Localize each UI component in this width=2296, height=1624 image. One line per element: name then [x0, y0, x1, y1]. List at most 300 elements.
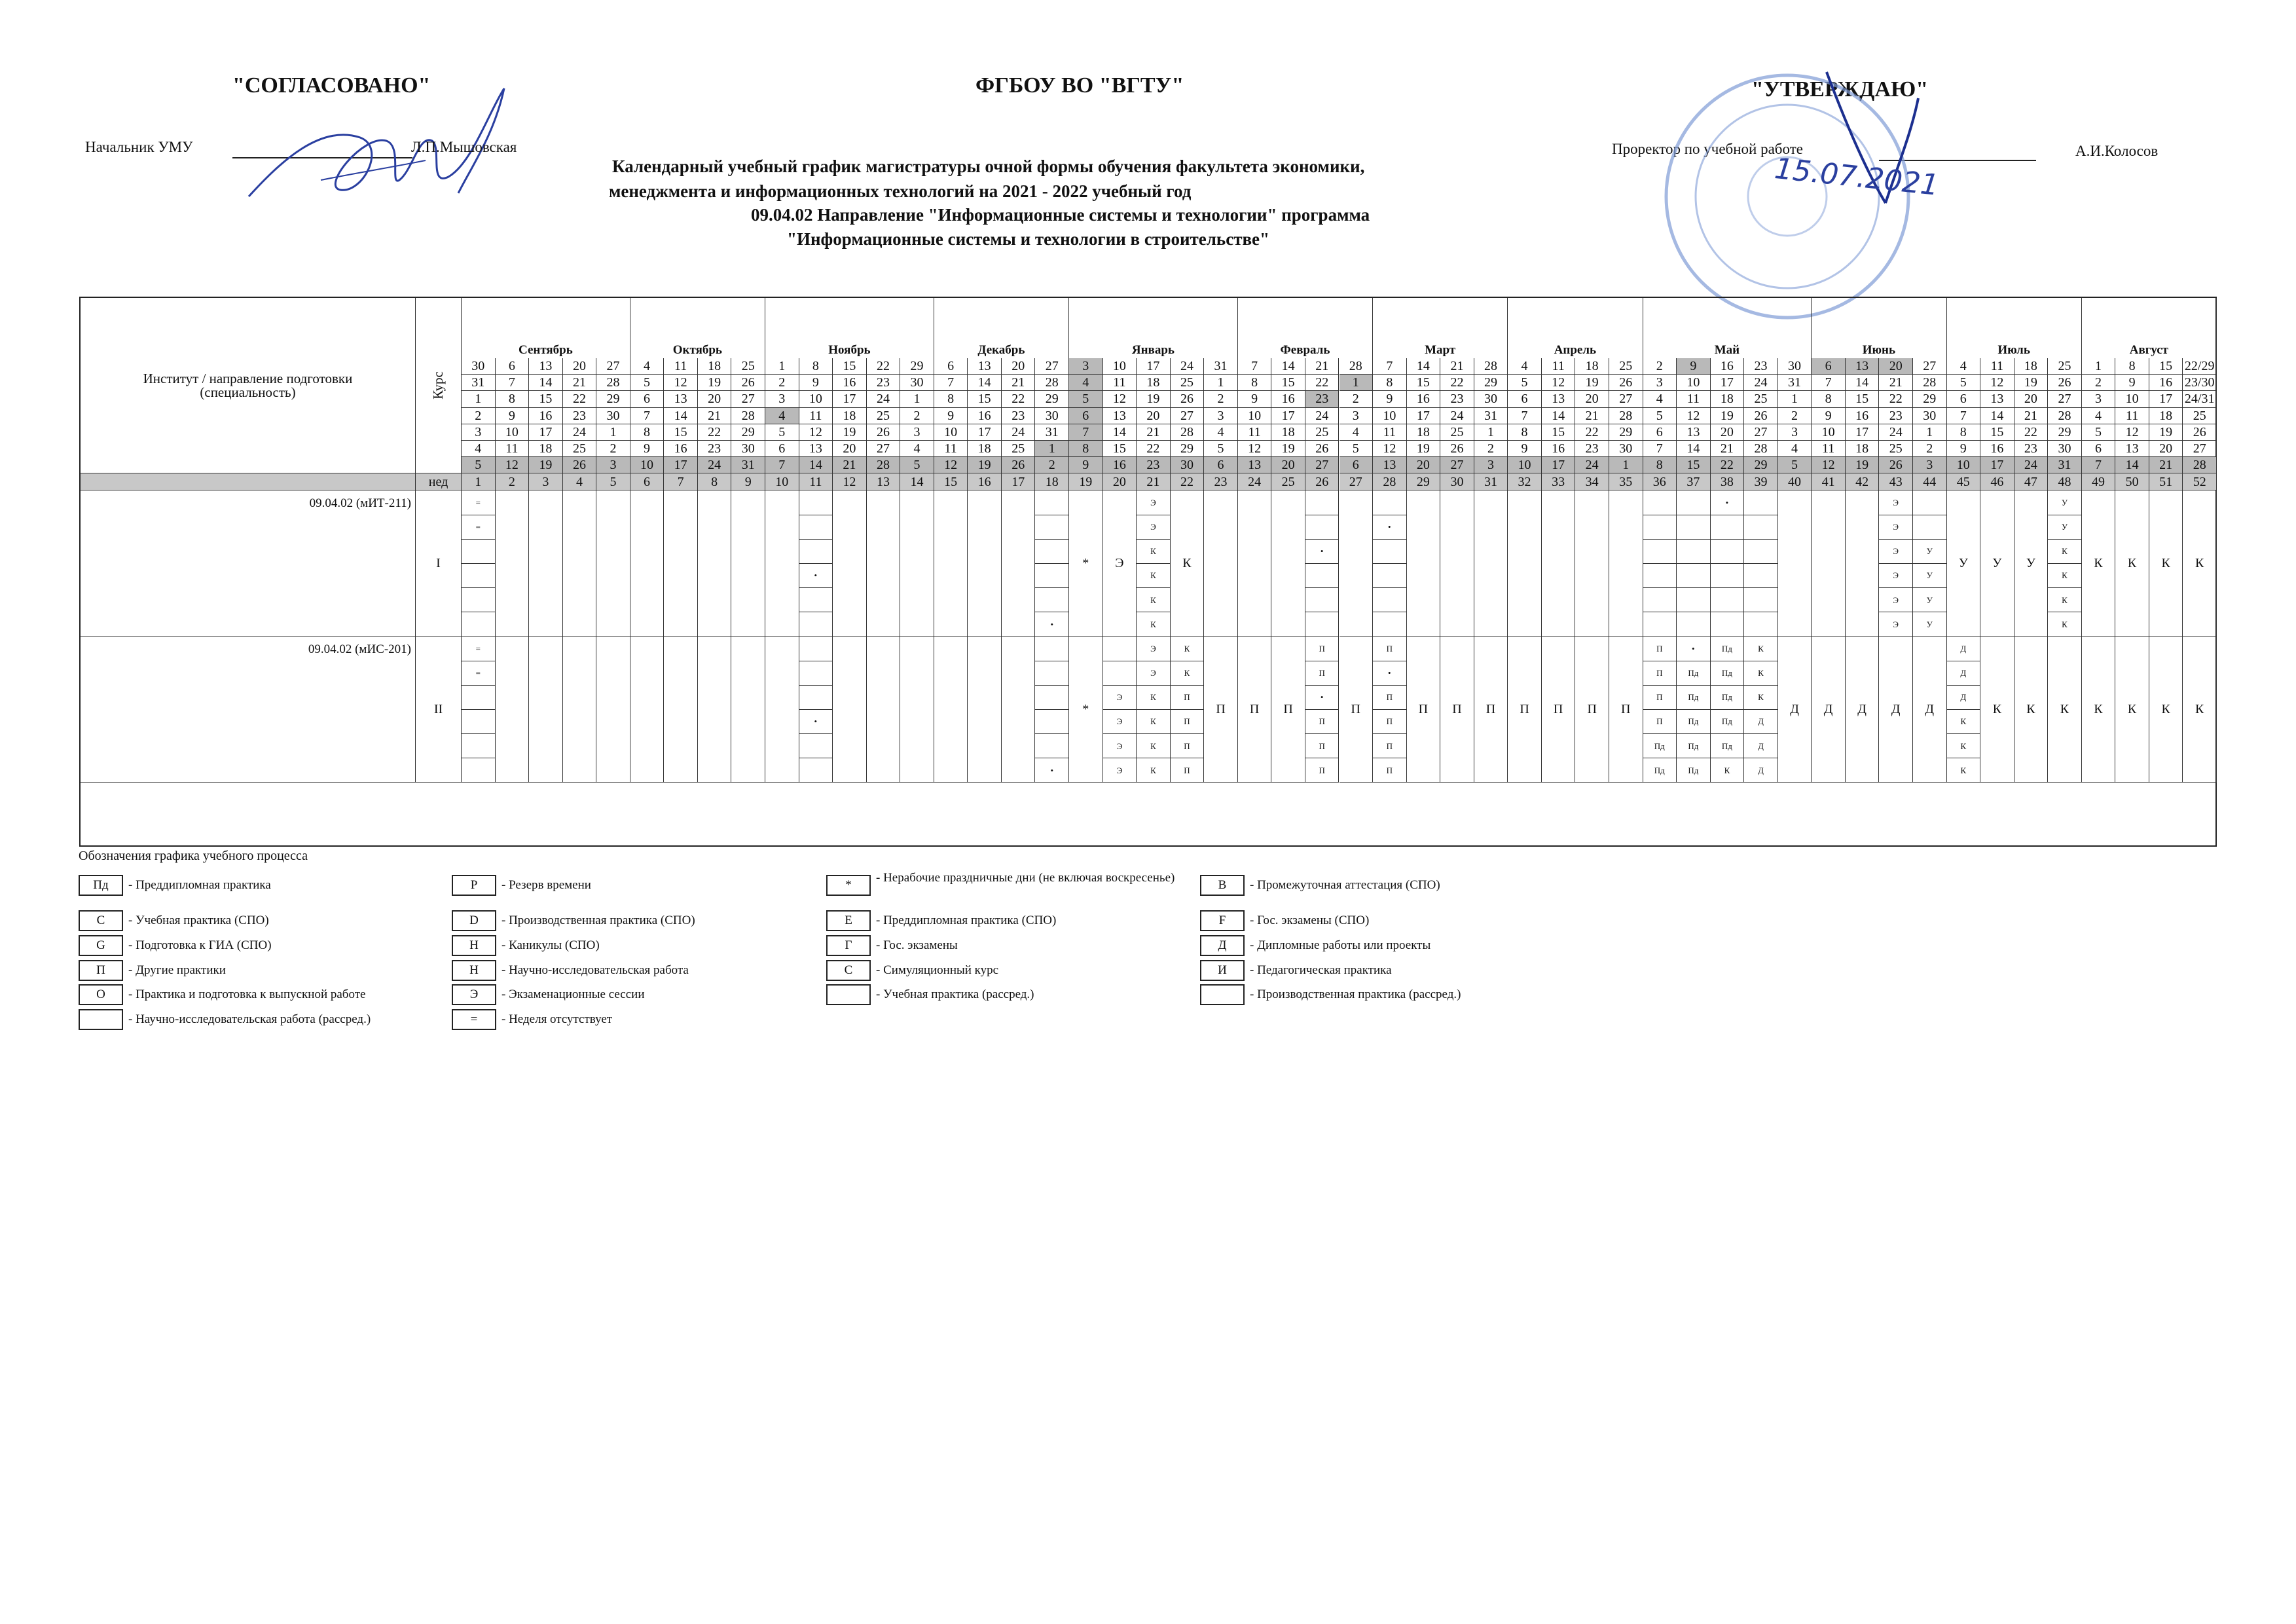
date-cell: 14	[1677, 441, 1711, 457]
schedule-week-cell: К	[1980, 637, 2014, 783]
schedule-week-cell: К	[2014, 637, 2049, 783]
date-cell: 19	[529, 457, 563, 473]
schedule-day-cell: П	[1643, 661, 1677, 686]
schedule-day-cell	[1744, 540, 1778, 564]
legend-label: - Педагогическая практика	[1250, 963, 1392, 977]
legend-code: *	[826, 875, 871, 896]
date-cell: 9	[2115, 375, 2149, 391]
week-number: 21	[1137, 473, 1171, 490]
week-number: 29	[1407, 473, 1441, 490]
date-cell: 8	[496, 391, 530, 407]
schedule-day-cell: У	[1913, 588, 1947, 612]
date-cell: 5	[1778, 457, 1812, 473]
schedule-week-cell	[698, 490, 732, 637]
schedule-day-cell	[1035, 710, 1069, 734]
legend-label: - Резерв времени	[501, 878, 591, 892]
schedule-day-cell	[1305, 588, 1339, 612]
date-cell: 18	[698, 358, 732, 375]
date-cell: 26	[1609, 375, 1643, 391]
legend-label: - Неделя отсутствует	[501, 1012, 613, 1026]
date-cell: 30	[596, 408, 630, 424]
week-number: 34	[1575, 473, 1609, 490]
schedule-day-cell: П	[1171, 734, 1205, 758]
course-number: I	[416, 490, 462, 637]
date-cell: 28	[2183, 457, 2217, 473]
date-cell: 11	[496, 441, 530, 457]
date-cell: 26	[1305, 441, 1339, 457]
schedule-day-cell: К	[1947, 734, 1981, 758]
date-cell: 27	[1305, 457, 1339, 473]
date-cell: 27	[1035, 358, 1069, 375]
date-cell: 7	[1373, 358, 1407, 375]
schedule-day-cell	[799, 515, 833, 540]
schedule-day-cell: Д	[1744, 734, 1778, 758]
date-cell: 25	[1002, 441, 1036, 457]
schedule-day-cell	[1035, 686, 1069, 710]
agreed-title: "СОГЛАСОВАНО"	[232, 73, 431, 98]
schedule-day-cell: •	[1373, 661, 1407, 686]
date-cell: 1	[462, 391, 496, 407]
legend-label: - Экзаменационные сессии	[501, 987, 645, 1001]
schedule-week-cell	[765, 490, 799, 637]
schedule-day-cell: Пд	[1677, 686, 1711, 710]
week-number: 40	[1778, 473, 1812, 490]
date-cell: 16	[2149, 375, 2183, 391]
legend-code: Э	[452, 984, 496, 1005]
schedule-day-cell: •	[799, 710, 833, 734]
date-cell: 23	[1879, 408, 1913, 424]
schedule-day-cell: К	[1137, 734, 1171, 758]
schedule-day-cell: Э	[1879, 490, 1913, 515]
date-cell: 26	[1879, 457, 1913, 473]
legend-label: - Гос. экзамены (СПО)	[1250, 913, 1370, 927]
schedule-day-cell: П	[1305, 758, 1339, 783]
month-header: Июль	[1947, 298, 2082, 358]
date-cell: 28	[1913, 375, 1947, 391]
date-cell: 20	[1711, 424, 1745, 441]
date-cell: 7	[1947, 408, 1981, 424]
schedule-day-cell: П	[1305, 734, 1339, 758]
date-cell: 12	[1677, 408, 1711, 424]
schedule-day-cell: Пд	[1677, 710, 1711, 734]
schedule-day-cell: Пд	[1643, 758, 1677, 783]
schedule-day-cell: Пд	[1711, 710, 1745, 734]
legend-label: - Учебная практика (рассред.)	[876, 987, 1034, 1001]
schedule-week-cell: П	[1238, 637, 1272, 783]
date-cell: 12	[1812, 457, 1846, 473]
schedule-day-cell: Д	[1947, 661, 1981, 686]
week-number: 49	[2082, 473, 2116, 490]
date-cell: 19	[1711, 408, 1745, 424]
month-header: Март	[1373, 298, 1508, 358]
date-cell: 19	[968, 457, 1002, 473]
schedule-day-cell	[1913, 490, 1947, 515]
org-title: ФГБОУ ВО "ВГТУ"	[975, 73, 1184, 98]
schedule-week-cell: Д	[1778, 637, 1812, 783]
date-cell: 20	[1002, 358, 1036, 375]
date-cell: 28	[1035, 375, 1069, 391]
legend-code	[1200, 984, 1245, 1005]
legend-code	[79, 1009, 123, 1030]
date-cell: 13	[1103, 408, 1137, 424]
schedule-week-cell: П	[1609, 637, 1643, 783]
date-cell: 5	[1947, 375, 1981, 391]
schedule-day-cell: К	[2048, 540, 2082, 564]
date-cell: 14	[2115, 457, 2149, 473]
date-cell: 12	[1542, 375, 1576, 391]
date-cell: 4	[630, 358, 665, 375]
schedule-week-cell	[934, 637, 968, 783]
schedule-day-cell	[1035, 661, 1069, 686]
date-cell: 18	[1711, 391, 1745, 407]
schedule-day-cell: П	[1373, 710, 1407, 734]
date-cell: 28	[2048, 408, 2082, 424]
date-cell: 9	[630, 441, 665, 457]
date-cell: 20	[1137, 408, 1171, 424]
date-cell: 18	[2014, 358, 2049, 375]
schedule-day-cell	[1373, 490, 1407, 515]
date-cell: 24	[2014, 457, 2049, 473]
date-cell: 26	[731, 375, 765, 391]
date-cell: 20	[1575, 391, 1609, 407]
date-cell: 15	[1407, 375, 1441, 391]
schedule-day-cell: П	[1171, 686, 1205, 710]
schedule-day-cell	[1643, 564, 1677, 588]
date-cell: 13	[968, 358, 1002, 375]
course-header	[416, 298, 462, 473]
legend-title: Обозначения графика учебного процесса	[79, 849, 308, 863]
date-cell: 16	[1846, 408, 1880, 424]
date-cell: 30	[900, 375, 934, 391]
schedule-day-cell: У	[1913, 564, 1947, 588]
date-cell: 11	[1542, 358, 1576, 375]
date-cell: 17	[1407, 408, 1441, 424]
legend-code: И	[1200, 960, 1245, 981]
schedule-day-cell: Пд	[1643, 734, 1677, 758]
date-cell: 3	[900, 424, 934, 441]
date-cell: 30	[2048, 441, 2082, 457]
schedule-week-cell: К	[2082, 637, 2116, 783]
date-cell: 16	[1407, 391, 1441, 407]
date-cell: 5	[900, 457, 934, 473]
week-number: 24	[1238, 473, 1272, 490]
schedule-day-cell: П	[1171, 758, 1205, 783]
date-cell: 4	[900, 441, 934, 457]
schedule-day-cell: Пд	[1711, 686, 1745, 710]
schedule-day-cell	[799, 540, 833, 564]
date-cell: 25	[2048, 358, 2082, 375]
date-cell: 9	[1677, 358, 1711, 375]
date-cell: 3	[596, 457, 630, 473]
legend-label: - Нерабочие праздничные дни (не включая воскресенье)	[876, 871, 1175, 885]
schedule-week-cell	[496, 637, 530, 783]
date-cell: 25	[563, 441, 597, 457]
date-cell: 18	[1137, 375, 1171, 391]
schedule-week-cell: Э	[1103, 490, 1137, 637]
date-cell: 15	[833, 358, 867, 375]
date-cell: 20	[833, 441, 867, 457]
schedule-day-cell: У	[1913, 540, 1947, 564]
date-cell: 24	[1305, 408, 1339, 424]
date-cell: 17	[833, 391, 867, 407]
stamp-date: 15.07.2021	[1773, 151, 1941, 203]
date-cell: 15	[2149, 358, 2183, 375]
month-header: Январь	[1069, 298, 1238, 358]
legend-label: - Дипломные работы или проекты	[1250, 938, 1431, 952]
date-cell: 4	[765, 408, 799, 424]
schedule-day-cell	[799, 588, 833, 612]
schedule-week-cell: К	[2149, 490, 2183, 637]
schedule-day-cell	[1373, 588, 1407, 612]
month-header: Май	[1643, 298, 1812, 358]
date-cell: 19	[1137, 391, 1171, 407]
date-cell: 5	[1508, 375, 1542, 391]
date-cell: 21	[1137, 424, 1171, 441]
date-cell: 20	[1271, 457, 1305, 473]
week-number: 23	[1204, 473, 1238, 490]
schedule-day-cell	[462, 710, 496, 734]
legend-label: - Научно-исследовательская работа (рассред.)	[128, 1012, 371, 1026]
schedule-week-cell	[1339, 490, 1374, 637]
date-cell: 25	[1440, 424, 1474, 441]
date-cell: 24	[1744, 375, 1778, 391]
date-cell: 26	[1440, 441, 1474, 457]
schedule-week-cell	[968, 637, 1002, 783]
schedule-day-cell: П	[1643, 686, 1677, 710]
schedule-day-cell: Пд	[1711, 637, 1745, 661]
legend-code: F	[1200, 910, 1245, 931]
date-cell: 28	[1744, 441, 1778, 457]
date-cell: 11	[1980, 358, 2014, 375]
schedule-day-cell: Э	[1103, 758, 1137, 783]
date-cell: 11	[1373, 424, 1407, 441]
date-cell: 17	[1980, 457, 2014, 473]
date-cell: 29	[1913, 391, 1947, 407]
date-cell: 11	[1238, 424, 1272, 441]
schedule-week-cell	[1238, 490, 1272, 637]
approved-title: "УТВЕРЖДАЮ"	[1751, 77, 1929, 101]
schedule-week-cell: П	[1204, 637, 1238, 783]
schedule-week-cell: К	[2115, 490, 2149, 637]
week-number: 47	[2014, 473, 2049, 490]
date-cell: 9	[799, 375, 833, 391]
schedule-week-cell: К	[2115, 637, 2149, 783]
schedule-day-cell	[1677, 540, 1711, 564]
date-cell: 23	[1002, 408, 1036, 424]
date-cell: 18	[2149, 408, 2183, 424]
date-cell: 10	[496, 424, 530, 441]
schedule-week-cell	[1846, 490, 1880, 637]
schedule-day-cell: К	[1171, 661, 1205, 686]
date-cell: 6	[934, 358, 968, 375]
schedule-day-cell: Пд	[1677, 734, 1711, 758]
date-cell: 5	[1069, 391, 1103, 407]
date-cell: 10	[1373, 408, 1407, 424]
date-cell: 14	[1980, 408, 2014, 424]
date-cell: 8	[934, 391, 968, 407]
date-cell: 1	[1035, 441, 1069, 457]
month-header: Август	[2082, 298, 2217, 358]
schedule-day-cell: Пд	[1677, 758, 1711, 783]
date-cell: 10	[2115, 391, 2149, 407]
date-cell: 13	[2115, 441, 2149, 457]
schedule-day-cell	[1744, 564, 1778, 588]
date-cell: 26	[2183, 424, 2217, 441]
date-cell: 3	[1778, 424, 1812, 441]
date-cell: 10	[1812, 424, 1846, 441]
legend-label: - Промежуточная аттестация (СПО)	[1250, 878, 1440, 892]
week-number: 12	[833, 473, 867, 490]
date-cell: 10	[1103, 358, 1137, 375]
date-cell: 12	[799, 424, 833, 441]
schedule-week-cell	[1002, 490, 1036, 637]
date-cell: 4	[1508, 358, 1542, 375]
date-cell: 16	[833, 375, 867, 391]
date-cell: 22	[1002, 391, 1036, 407]
schedule-day-cell	[462, 612, 496, 637]
legend-code: Н	[452, 960, 496, 981]
date-cell: 12	[2115, 424, 2149, 441]
schedule-day-cell: К	[1137, 564, 1171, 588]
date-cell: 21	[698, 408, 732, 424]
schedule-week-cell	[900, 490, 934, 637]
date-cell: 27	[1440, 457, 1474, 473]
date-cell: 21	[2149, 457, 2183, 473]
date-cell: 27	[2048, 391, 2082, 407]
schedule-week-cell: У	[1947, 490, 1981, 637]
week-number: 48	[2048, 473, 2082, 490]
date-cell: 22	[1575, 424, 1609, 441]
approved-role: Проректор по учебной работе	[1612, 141, 1803, 157]
schedule-week-cell	[1778, 490, 1812, 637]
schedule-week-cell: У	[1980, 490, 2014, 637]
legend-label: - Учебная практика (СПО)	[128, 913, 269, 927]
date-cell: 2	[1643, 358, 1677, 375]
legend-code: Р	[452, 875, 496, 896]
legend-code: С	[826, 960, 871, 981]
schedule-week-cell: Д	[1812, 637, 1846, 783]
schedule-day-cell	[1711, 612, 1745, 637]
date-cell: 11	[799, 408, 833, 424]
legend-code: G	[79, 935, 123, 956]
week-number: 2	[496, 473, 530, 490]
schedule-day-cell: •	[799, 564, 833, 588]
schedule-day-cell: К	[1744, 686, 1778, 710]
date-cell: 3	[1474, 457, 1508, 473]
date-cell: 16	[529, 408, 563, 424]
date-cell: 20	[698, 391, 732, 407]
week-number: 16	[968, 473, 1002, 490]
schedule-week-cell	[596, 490, 630, 637]
date-cell: 6	[1508, 391, 1542, 407]
date-cell: 1	[1609, 457, 1643, 473]
legend-code: О	[79, 984, 123, 1005]
date-cell: 19	[2014, 375, 2049, 391]
schedule-week-cell	[1508, 490, 1542, 637]
schedule-day-cell	[1643, 540, 1677, 564]
date-cell: 24	[867, 391, 901, 407]
date-cell: 7	[630, 408, 665, 424]
date-cell: 13	[1677, 424, 1711, 441]
date-cell: 5	[1204, 441, 1238, 457]
week-number: 6	[630, 473, 665, 490]
schedule-day-cell	[1744, 612, 1778, 637]
week-number: 20	[1103, 473, 1137, 490]
schedule-day-cell	[1035, 515, 1069, 540]
date-cell: 19	[698, 375, 732, 391]
date-cell: 22	[2014, 424, 2049, 441]
date-cell: 18	[1575, 358, 1609, 375]
week-number: 19	[1069, 473, 1103, 490]
date-cell: 4	[1069, 375, 1103, 391]
date-cell: 11	[664, 358, 698, 375]
schedule-week-cell	[1002, 637, 1036, 783]
schedule-day-cell: П	[1305, 661, 1339, 686]
date-cell: 27	[1744, 424, 1778, 441]
schedule-day-cell: К	[1171, 637, 1205, 661]
schedule-day-cell: У	[1913, 612, 1947, 637]
schedule-week-cell	[630, 490, 665, 637]
schedule-week-cell: П	[1508, 637, 1542, 783]
date-cell: 15	[1103, 441, 1137, 457]
schedule-day-cell: У	[2048, 515, 2082, 540]
date-cell: 26	[2048, 375, 2082, 391]
date-cell: 7	[1069, 424, 1103, 441]
date-cell: 31	[2048, 457, 2082, 473]
schedule-week-cell: К	[2048, 637, 2082, 783]
date-cell: 21	[1440, 358, 1474, 375]
date-cell: 1	[2082, 358, 2116, 375]
date-cell: 9	[1238, 391, 1272, 407]
week-number: 1	[462, 473, 496, 490]
date-cell: 20	[1879, 358, 1913, 375]
schedule-day-cell	[799, 490, 833, 515]
schedule-day-cell: •	[1035, 758, 1069, 783]
schedule-day-cell: П	[1171, 710, 1205, 734]
month-header: Июнь	[1812, 298, 1946, 358]
schedule-day-cell: П	[1643, 637, 1677, 661]
date-cell: 9	[1069, 457, 1103, 473]
schedule-week-cell: П	[1407, 637, 1441, 783]
schedule-day-cell: К	[2048, 588, 2082, 612]
date-cell: 13	[664, 391, 698, 407]
schedule-week-cell: Д	[1913, 637, 1947, 783]
legend-label: - Производственная практика (СПО)	[501, 913, 695, 927]
schedule-day-cell: К	[1137, 758, 1171, 783]
week-number: 14	[900, 473, 934, 490]
schedule-day-cell	[1035, 490, 1069, 515]
legend-code: Е	[826, 910, 871, 931]
schedule-week-cell	[1542, 490, 1576, 637]
date-cell: 2	[1204, 391, 1238, 407]
date-cell: 8	[1069, 441, 1103, 457]
schedule-week-cell	[563, 490, 597, 637]
schedule-week-cell	[1609, 490, 1643, 637]
date-cell: 24	[563, 424, 597, 441]
institute-header: Институт / направление подготовки (специальность)	[81, 298, 416, 473]
date-cell: 1	[596, 424, 630, 441]
schedule-week-cell	[630, 637, 665, 783]
date-cell: 8	[1643, 457, 1677, 473]
schedule-day-cell: Д	[1744, 710, 1778, 734]
date-cell: 10	[1677, 375, 1711, 391]
date-cell: 15	[1980, 424, 2014, 441]
legend-code: П	[79, 960, 123, 981]
date-cell: 6	[765, 441, 799, 457]
date-cell: 23	[1137, 457, 1171, 473]
date-cell: 2	[1339, 391, 1374, 407]
date-cell: 11	[934, 441, 968, 457]
